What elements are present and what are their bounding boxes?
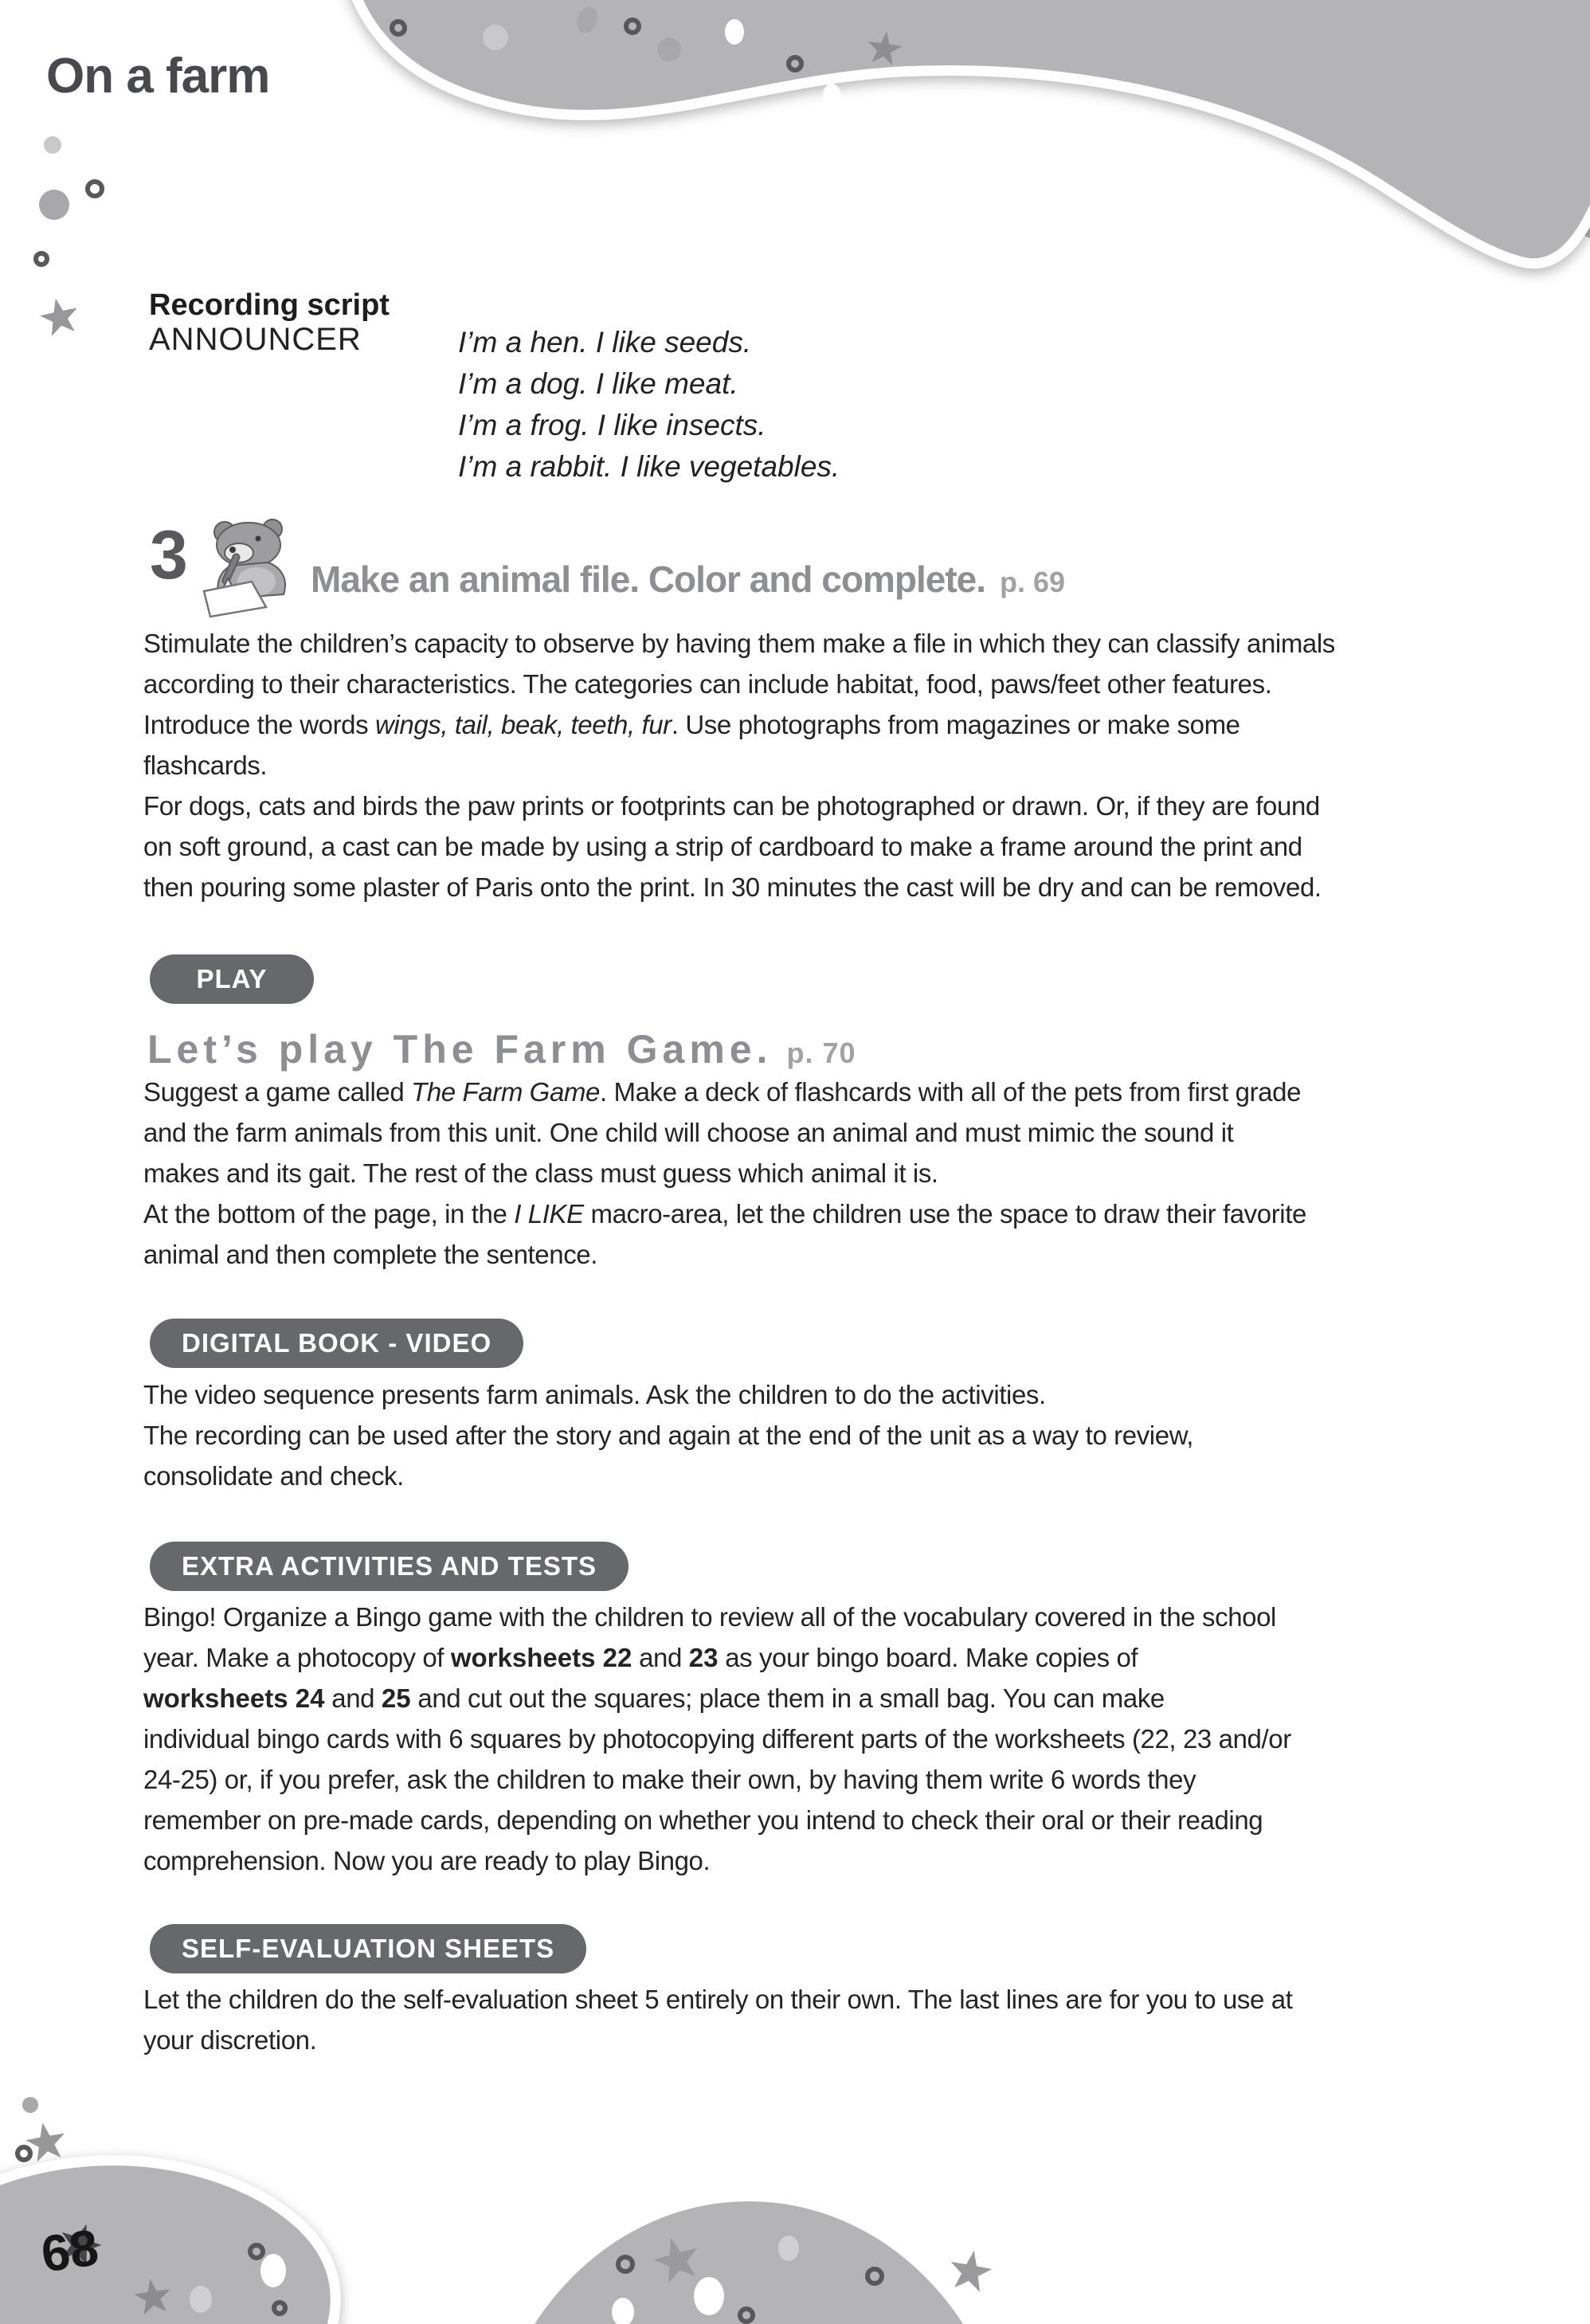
text-line: Bingo! Organize a Bingo game with the children to review all of the vocabulary covered in the school [143, 1602, 1276, 1632]
text-line: animal and then complete the sentence. [143, 1240, 598, 1269]
play-heading [147, 1026, 856, 1072]
white-dot [725, 19, 744, 45]
text-line: year. Make a photocopy of worksheets 22 and 23 as your bingo board. Make copies of [143, 1643, 1138, 1672]
announcer-label: ANNOUNCER [149, 322, 362, 357]
gray-dot [483, 25, 508, 50]
text-line: according to their characteristics. The categories can include habitat, food, paws/feet other features. [143, 669, 1272, 699]
text-line: For dogs, cats and birds the paw prints or footprints can be photographed or drawn. Or, if they are found [143, 791, 1320, 821]
digital-book-paragraph [143, 1374, 1193, 1496]
text-line: The recording can be used after the story and again at the end of the unit as a way to review, [143, 1421, 1194, 1450]
text-line: The video sequence presents farm animals. Ask the children to do the activities. [143, 1380, 1046, 1409]
text-line: Let the children do the self-evaluation sheet 5 entirely on their own. The last lines are for you to use at [143, 1985, 1293, 2014]
ring-dot [88, 182, 102, 196]
text-line: 24-25) or, if you prefer, ask the children to make their own, by having them write 6 words they [143, 1765, 1196, 1794]
text-line: your discretion. [143, 2025, 317, 2055]
text-line: makes and its gait. The rest of the class must guess which animal it is. [143, 1158, 938, 1188]
activity-page-ref: p. 69 [1000, 566, 1066, 598]
play-heading-text: Let’s play The Farm Game. [147, 1027, 773, 1072]
self-evaluation-badge: SELF-EVALUATION SHEETS [150, 1924, 586, 1973]
script-line: I’m a dog. I like meat. [458, 367, 738, 400]
gray-dot [778, 2236, 799, 2261]
activity-heading [311, 558, 1065, 601]
activity-number: 3 [150, 517, 188, 594]
announcer-script-lines [458, 322, 840, 488]
text-line: Suggest a game called The Farm Game. Make a deck of flashcards with all of the pets from first grade [143, 1077, 1302, 1107]
star-shape [946, 2247, 994, 2293]
extra-activities-paragraph [143, 1597, 1291, 1881]
white-dot [260, 2254, 286, 2287]
script-line: I’m a frog. I like insects. [458, 409, 766, 441]
gray-dot [22, 2097, 38, 2113]
script-line: I’m a hen. I like seeds. [458, 326, 752, 359]
activity-heading-text: Make an animal file. Color and complete. [311, 558, 986, 600]
recording-script-heading: Recording script [149, 288, 390, 322]
gray-dot [657, 37, 681, 61]
activity-paragraph [143, 623, 1335, 907]
text-line: individual bingo cards with 6 squares by photocopying different parts of the worksheets (22, 23 and/or [143, 1724, 1291, 1754]
white-dot [694, 2277, 724, 2315]
play-page-ref: p. 70 [786, 1037, 856, 1069]
gray-dot [190, 2286, 212, 2313]
text-line: comprehension. Now you are ready to play Bingo. [143, 1846, 711, 1875]
text-line: flashcards. [143, 750, 268, 780]
text-line: Stimulate the children’s capacity to observe by having them make a file in which they can classify animals [143, 629, 1335, 658]
text-line: Introduce the words wings, tail, beak, teeth, fur. Use photographs from magazines or make some [143, 710, 1240, 739]
text-line: on soft ground, a cast can be made by using a strip of cardboard to make a frame around the print and [143, 832, 1302, 861]
script-line: I’m a rabbit. I like vegetables. [458, 450, 840, 483]
text-line: and the farm animals from this unit. One child will choose an animal and must mimic the sound it [143, 1118, 1234, 1147]
play-badge: PLAY [150, 954, 314, 1004]
white-dot [823, 84, 840, 108]
gray-dot [44, 136, 61, 154]
bottom-center-blob [484, 2201, 1013, 2324]
self-evaluation-paragraph [143, 1979, 1292, 2060]
text-line: remember on pre-made cards, depending on whether you intend to check their oral or their reading [143, 1805, 1263, 1835]
top-right-blob [349, 0, 1590, 264]
star-shape [37, 295, 82, 338]
bear-writing-icon [199, 518, 311, 620]
gray-dot [39, 190, 69, 220]
text-line: At the bottom of the page, in the I LIKE macro-area, let the children use the space to draw their favorite [143, 1199, 1306, 1229]
text-line: then pouring some plaster of Paris onto the print. In 30 minutes the cast will be dry and can be removed. [143, 872, 1322, 902]
text-line: consolidate and check. [143, 1461, 404, 1491]
digital-book-video-badge: DIGITAL BOOK - VIDEO [150, 1319, 523, 1368]
play-paragraph [143, 1072, 1306, 1275]
extra-activities-badge: EXTRA ACTIVITIES AND TESTS [150, 1542, 629, 1591]
page-number: 68 [37, 2218, 102, 2283]
page-title: On a farm [46, 49, 270, 104]
text-line: worksheets 24 and 25 and cut out the squares; place them in a small bag. You can make [143, 1683, 1165, 1713]
ring-dot [18, 2147, 30, 2160]
ring-dot [36, 253, 47, 265]
